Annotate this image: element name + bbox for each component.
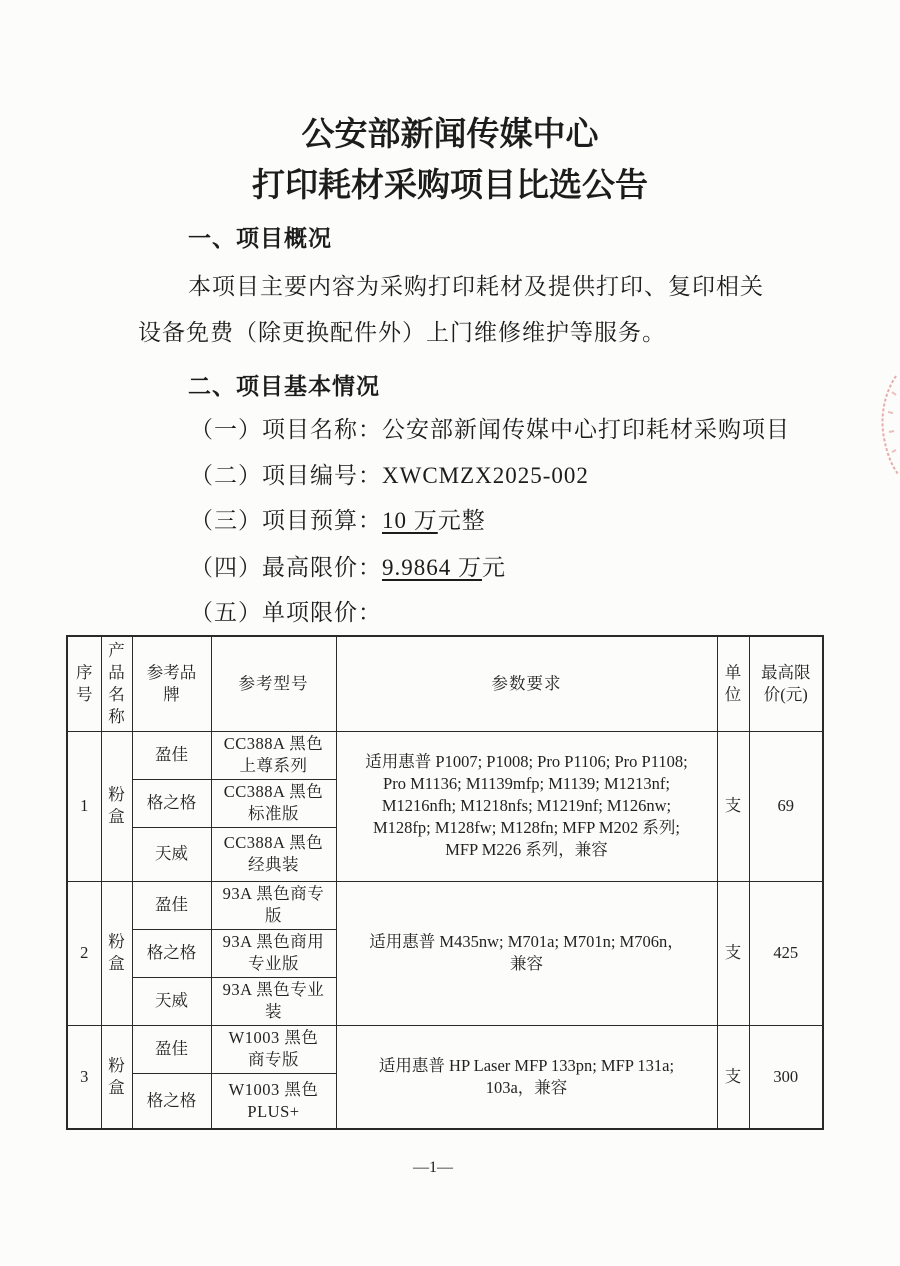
table-row — [67, 731, 823, 779]
header-model-text: 参考型号 — [238, 673, 309, 693]
brand-name: 盈佳 — [155, 745, 188, 764]
seal-fragment — [862, 372, 900, 477]
row-index: 3 — [80, 1066, 89, 1086]
project-name-value: 公安部新闻传媒中心打印耗材采购项目 — [382, 417, 790, 442]
max-price-value: 9.9864 万 — [382, 555, 482, 580]
product-cell — [101, 731, 132, 881]
index-cell — [67, 731, 101, 881]
max-price-cell — [749, 881, 823, 1025]
header-unit-text: 单位 — [724, 662, 742, 704]
brand-cell — [132, 779, 211, 827]
model-cell — [211, 827, 336, 881]
model-cell — [211, 929, 336, 977]
model-name: CC388A 黑色 上尊系列 — [223, 734, 324, 775]
index-cell — [67, 881, 101, 1025]
brand-name: 格之格 — [146, 793, 197, 812]
header-max-price-text: 最高限价(元) — [761, 662, 811, 704]
product-name: 粉盒 — [108, 1055, 125, 1097]
brand-cell — [132, 827, 211, 881]
product-cell — [101, 881, 132, 1025]
brand-cell — [132, 1025, 211, 1073]
model-name: CC388A 黑色 经典装 — [223, 833, 324, 874]
max-price-cell — [749, 731, 823, 881]
params-cell — [336, 1025, 717, 1129]
unit-text: 支 — [724, 796, 742, 815]
header-product — [101, 636, 132, 731]
model-cell — [211, 731, 336, 779]
params-cell — [336, 881, 717, 1025]
header-model — [211, 636, 336, 731]
project-budget-label: （三）项目预算： — [190, 508, 382, 533]
brand-cell — [132, 881, 211, 929]
header-product-text: 产品名称 — [108, 640, 125, 726]
max-price-suffix: 元 — [482, 555, 506, 580]
model-cell — [211, 1073, 336, 1129]
header-index — [67, 636, 101, 731]
max-price-cell — [749, 1025, 823, 1129]
section1-heading: 一、项目概况 — [188, 225, 332, 251]
model-name: W1003 黑色 PLUS+ — [228, 1079, 319, 1121]
brand-name: 盈佳 — [155, 1039, 188, 1058]
model-cell — [211, 881, 336, 929]
page-number: —1— — [413, 1159, 453, 1176]
unit-cell — [717, 1025, 749, 1129]
table-row — [67, 881, 823, 929]
price-limit-table — [66, 635, 824, 1130]
max-price-line — [190, 553, 506, 583]
unit-cell — [717, 881, 749, 1025]
model-name: W1003 黑色 商专版 — [228, 1028, 319, 1069]
product-cell — [101, 1025, 132, 1129]
header-params — [336, 636, 717, 731]
header-brand-text: 参考品牌 — [146, 662, 197, 704]
header-unit — [717, 636, 749, 731]
model-cell — [211, 977, 336, 1025]
project-budget-value: 10 万 — [382, 508, 438, 533]
model-cell — [211, 779, 336, 827]
table-header-row — [67, 636, 823, 731]
project-budget-suffix: 元整 — [437, 508, 486, 533]
project-code-label: （二）项目编号： — [190, 463, 382, 488]
row-index: 2 — [80, 943, 89, 962]
header-index-text: 序号 — [75, 662, 93, 704]
project-budget-line — [190, 506, 486, 536]
product-name: 粉盒 — [108, 932, 125, 973]
params-text: 适用惠普 P1007; P1008; Pro P1106; Pro P1108; Pro M1136; M1139mfp; M1139; M1213nf; M1216nfh; M1218nfs; M1219nf; M126nw; M128fp; M128fw; M128fn; MFP M202 系列; MFP M226 系列，兼容 — [365, 752, 688, 859]
project-name-label: （一）项目名称： — [190, 417, 382, 442]
brand-cell — [132, 977, 211, 1025]
unit-text: 支 — [724, 943, 742, 962]
header-brand — [132, 636, 211, 731]
brand-cell — [132, 929, 211, 977]
header-params-text: 参数要求 — [491, 673, 562, 693]
brand-name: 格之格 — [146, 943, 197, 962]
index-cell — [67, 1025, 101, 1129]
params-text: 适用惠普 M435nw; M701a; M701n; M706n， 兼容 — [369, 932, 684, 973]
project-code-value: XWCMZX2025-002 — [382, 463, 589, 488]
item-price-limit-line — [190, 598, 382, 628]
brand-name: 天威 — [155, 844, 188, 863]
max-price-text: 69 — [777, 796, 794, 815]
brand-cell — [132, 1073, 211, 1129]
unit-cell — [717, 731, 749, 881]
product-name: 粉盒 — [108, 785, 125, 826]
project-code-line — [190, 461, 589, 491]
section1-paragraph-line2: 设备免费（除更换配件外）上门维修维护等服务。 — [138, 320, 666, 345]
unit-text: 支 — [724, 1066, 742, 1086]
brand-name: 盈佳 — [155, 895, 188, 914]
params-cell — [336, 731, 717, 881]
document-title-line2: 打印耗材采购项目比选公告 — [252, 168, 648, 204]
model-cell — [211, 1025, 336, 1073]
brand-name: 格之格 — [146, 1090, 197, 1110]
brand-cell — [132, 731, 211, 779]
section1-paragraph-line1: 本项目主要内容为采购打印耗材及提供打印、复印相关 — [188, 274, 764, 299]
model-name: 93A 黑色专业 装 — [222, 980, 325, 1021]
brand-name: 天威 — [155, 991, 188, 1010]
model-name: 93A 黑色商专 版 — [222, 884, 325, 925]
params-text: 适用惠普 HP Laser MFP 133pn; MFP 131a; 103a，兼容 — [378, 1055, 675, 1097]
item-price-limit-label: （五）单项限价： — [190, 600, 382, 625]
max-price-label: （四）最高限价： — [190, 555, 382, 580]
table-row — [67, 1025, 823, 1073]
max-price-text: 425 — [773, 943, 799, 962]
header-max-price — [749, 636, 823, 731]
section2-heading: 二、项目基本情况 — [188, 373, 380, 399]
project-name-line — [190, 415, 790, 445]
row-index: 1 — [80, 796, 89, 815]
max-price-text: 300 — [773, 1066, 799, 1086]
model-name: CC388A 黑色 标准版 — [223, 782, 324, 823]
document-title-line1: 公安部新闻传媒中心 — [301, 117, 599, 153]
model-name: 93A 黑色商用 专业版 — [222, 932, 325, 973]
